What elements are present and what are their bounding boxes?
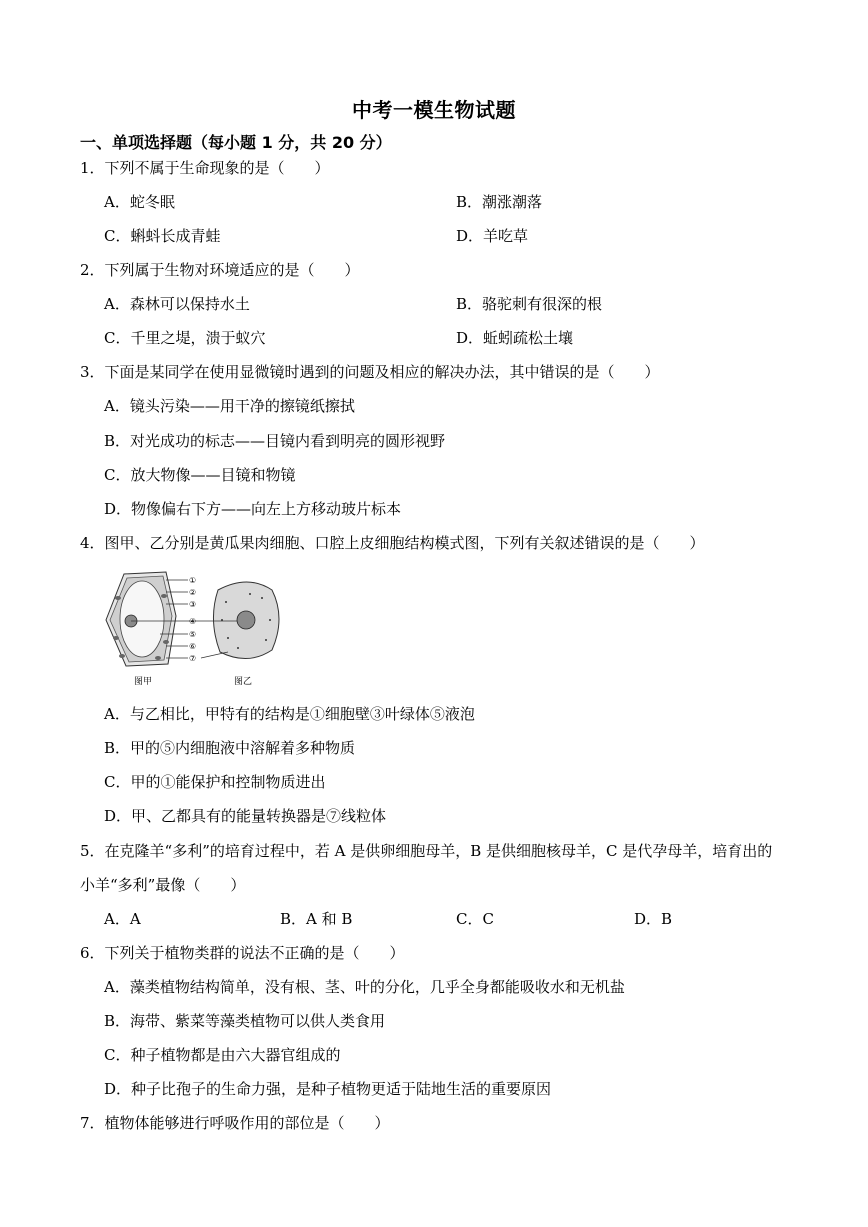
question-3-stem: 3．下面是某同学在使用显微镜时遇到的问题及相应的解决办法，其中错误的是（ ） <box>80 363 660 381</box>
question-3-option-b: B．对光成功的标志——目镜内看到明亮的圆形视野 <box>104 432 446 450</box>
figure-label-2: ② <box>189 588 197 597</box>
figure-caption-b: 图乙 <box>234 677 253 687</box>
question-4-option-c: C．甲的①能保护和控制物质进出 <box>104 773 326 791</box>
question-5-option-a: A．A <box>104 910 141 928</box>
question-1-stem: 1．下列不属于生命现象的是（ ） <box>80 159 330 177</box>
figure-label-4: ④ <box>189 617 197 626</box>
question-6-option-c: C．种子植物都是由六大器官组成的 <box>104 1046 341 1064</box>
figure-label-7: ⑦ <box>189 654 197 663</box>
question-6-option-a: A．藻类植物结构简单，没有根、茎、叶的分化，几乎全身都能吸收水和无机盐 <box>104 978 625 996</box>
question-2-stem: 2．下列属于生物对环境适应的是（ ） <box>80 261 360 279</box>
question-2-option-b: B．骆驼刺有很深的根 <box>456 295 603 313</box>
question-1-option-c: C．蝌蚪长成青蛙 <box>104 227 221 245</box>
section-heading: 一、单项选择题（每小题 1 分，共 20 分） <box>80 133 392 152</box>
animal-cell-nucleus <box>237 611 255 629</box>
question-5-option-c: C．C <box>456 910 494 928</box>
figure-label-5: ⑤ <box>189 630 197 639</box>
figure-label-6: ⑥ <box>189 642 197 651</box>
cell-diagram-svg <box>100 568 290 690</box>
question-4-option-a: A．与乙相比，甲特有的结构是①细胞壁③叶绿体⑤液泡 <box>104 705 475 723</box>
question-3-option-d: D．物像偏右下方——向左上方移动玻片标本 <box>104 500 402 518</box>
figure-label-1: ① <box>189 576 197 585</box>
question-3-option-a: A．镜头污染——用干净的擦镜纸擦拭 <box>104 397 355 415</box>
question-1-option-b: B．潮涨潮落 <box>456 193 543 211</box>
question-2-option-d: D．蚯蚓疏松土壤 <box>456 329 574 347</box>
question-6-option-b: B．海带、紫菜等藻类植物可以供人类食用 <box>104 1012 386 1030</box>
question-1-option-d: D．羊吃草 <box>456 227 529 245</box>
question-6-stem: 6．下列关于植物类群的说法不正确的是（ ） <box>80 944 405 962</box>
question-3-option-c: C．放大物像——目镜和物镜 <box>104 466 296 484</box>
question-5-option-b: B．A 和 B <box>280 910 353 928</box>
question-2-option-c: C．千里之堤，溃于蚁穴 <box>104 329 266 347</box>
question-4-option-d: D．甲、乙都具有的能量转换器是⑦线粒体 <box>104 807 387 825</box>
question-4-option-b: B．甲的⑤内细胞液中溶解着多种物质 <box>104 739 356 757</box>
question-4-stem: 4．图甲、乙分别是黄瓜果肉细胞、口腔上皮细胞结构模式图，下列有关叙述错误的是（ ） <box>80 534 705 552</box>
question-5-stem-line-1: 5．在克隆羊“多利”的培育过程中，若 A 是供卵细胞母羊，B 是供细胞核母羊，C 是代孕母羊，培育出的 <box>80 842 773 860</box>
page-title: 中考一模生物试题 <box>352 98 516 122</box>
cell-structure-figure <box>100 568 290 690</box>
question-6-option-d: D．种子比孢子的生命力强，是种子植物更适于陆地生活的重要原因 <box>104 1080 552 1098</box>
figure-caption-a: 图甲 <box>134 677 153 687</box>
figure-label-3: ③ <box>189 600 197 609</box>
question-5-option-d: D．B <box>634 910 673 928</box>
question-2-option-a: A．森林可以保持水土 <box>104 295 250 313</box>
question-7-stem: 7．植物体能够进行呼吸作用的部位是（ ） <box>80 1114 390 1132</box>
question-5-stem-line-2: 小羊“多利”最像（ ） <box>80 876 246 894</box>
question-1-option-a: A．蛇冬眠 <box>104 193 175 211</box>
